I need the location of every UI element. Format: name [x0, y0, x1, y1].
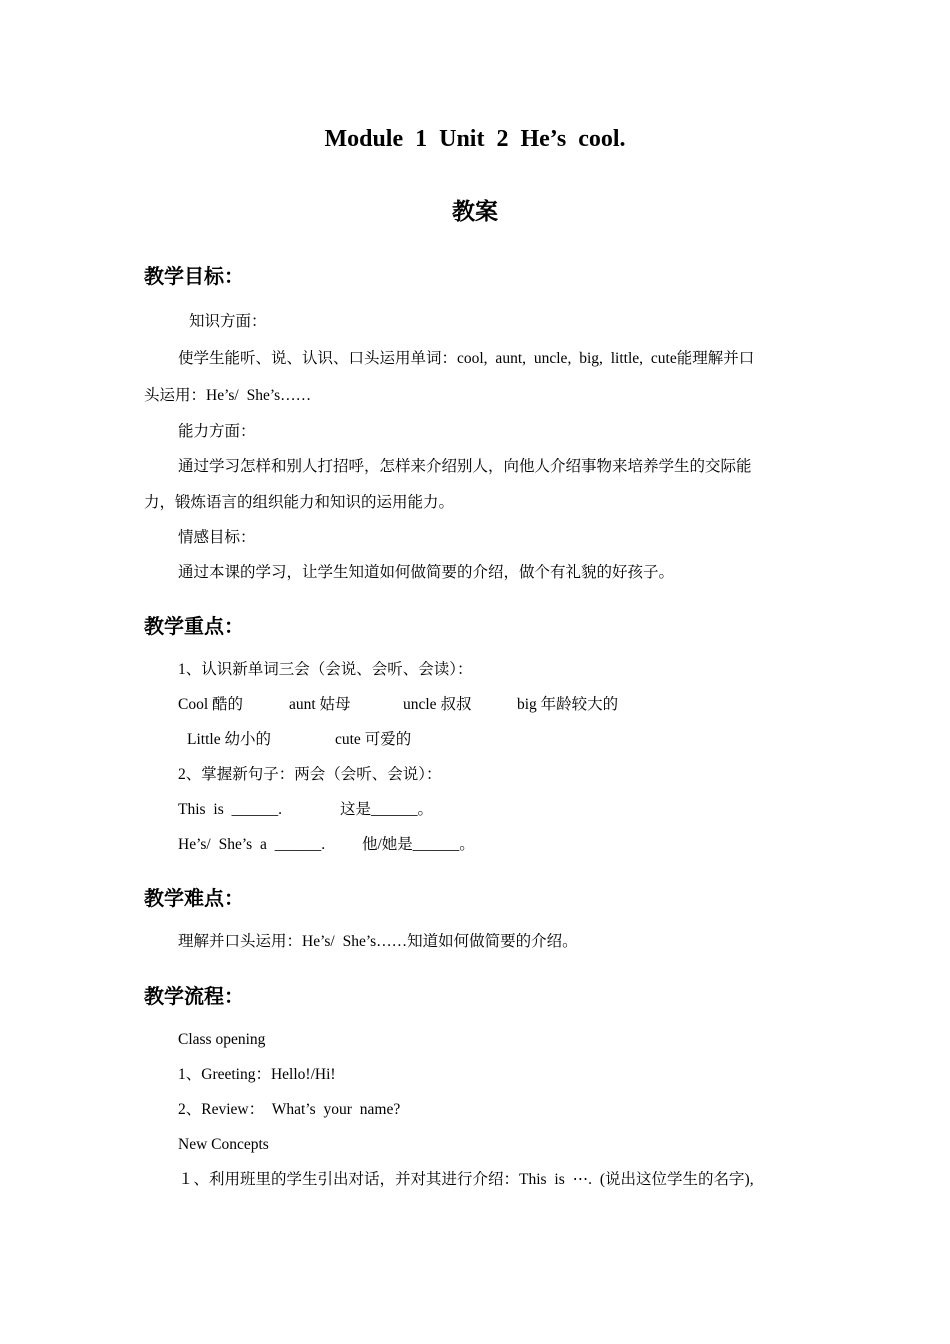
knowledge-label: 知识方面：	[189, 313, 267, 330]
process-class-opening: Class opening	[178, 1031, 266, 1048]
sentence-1-english: This is ______.	[178, 801, 283, 818]
vocab-word-uncle: uncle 叔叔	[403, 696, 472, 713]
process-concept-1: １、利用班里的学生引出对话，并对其进行介绍：This is ⋯. (说出这位学生的名字),	[178, 1171, 754, 1188]
difficulties-text: 理解并口头运用：He’s/ She’s……知道如何做简要的介绍。	[178, 933, 578, 950]
process-new-concepts: New Concepts	[178, 1136, 269, 1153]
vocab-word-aunt: aunt 姑母	[289, 696, 351, 713]
vocab-word-cool: Cool 酷的	[178, 696, 244, 713]
section-heading-process: 教学流程：	[144, 984, 244, 1008]
section-heading-difficulties: 教学难点：	[144, 886, 244, 910]
vocab-word-big: big 年龄较大的	[517, 696, 619, 713]
process-step-review: 2、Review： What’s your name?	[178, 1101, 401, 1118]
key-points-item-1: 1、认识新单词三会（会说、会听、会读）：	[178, 661, 473, 678]
ability-label: 能力方面：	[178, 423, 256, 440]
emotion-label: 情感目标：	[178, 529, 256, 546]
vocab-word-little: Little 幼小的	[187, 731, 271, 748]
ability-text-2: 力，锻炼语言的组织能力和知识的运用能力。	[144, 494, 455, 511]
page-subtitle: 教案	[452, 199, 498, 225]
process-step-greeting: 1、Greeting：Hello!/Hi!	[178, 1066, 336, 1083]
sentence-2-english: He’s/ She’s a ______.	[178, 836, 326, 853]
section-heading-objectives: 教学目标：	[144, 264, 244, 288]
sentence-1-chinese: 这是______。	[340, 801, 434, 818]
key-points-item-2: 2、掌握新句子：两会（会听、会说）：	[178, 766, 442, 783]
page-title: Module 1 Unit 2 He’s cool.	[324, 126, 626, 152]
knowledge-text-1: 使学生能听、说、认识、口头运用单词：cool, aunt, uncle, big, little, cute能理解并口	[178, 350, 755, 367]
vocab-word-cute: cute 可爱的	[335, 731, 412, 748]
ability-text-1: 通过学习怎样和别人打招呼，怎样来介绍别人，向他人介绍事物来培养学生的交际能	[178, 458, 752, 475]
emotion-text: 通过本课的学习，让学生知道如何做简要的介绍，做个有礼貌的好孩子。	[178, 564, 675, 581]
sentence-2-chinese: 他/她是______。	[362, 836, 475, 853]
knowledge-text-2: 头运用：He’s/ She’s……	[144, 387, 312, 404]
section-heading-key-points: 教学重点：	[144, 614, 244, 638]
